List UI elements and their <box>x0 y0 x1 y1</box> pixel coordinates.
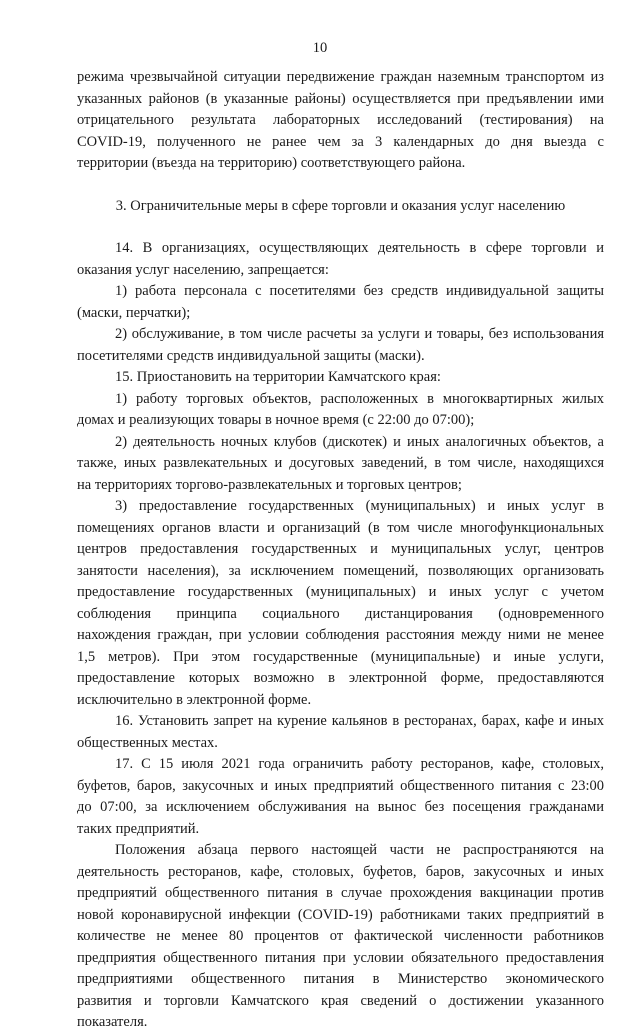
paragraph-line: 2) обслуживание, в том числе расчеты за услуги и товары, без использования <box>115 326 604 342</box>
paragraph-line: указанных районов (в указанные районы) осуществляется при предъявлении ими <box>77 90 604 107</box>
page-number: 10 <box>312 40 328 56</box>
paragraph-line: посетителями средств индивидуальной защиты (маски). <box>77 347 425 364</box>
paragraph-line: развития и торговли Камчатского края сведений о достижении указанного <box>77 992 604 1009</box>
section-body <box>77 238 604 1034</box>
paragraph-line: 1) работу торговых объектов, расположенных в многоквартирных жилых <box>115 390 604 407</box>
paragraph-line: оказания услуг населению, запрещается: <box>77 261 329 278</box>
paragraph-line: предоставление государственных (муниципальных) и иных услуг с учетом <box>77 584 604 600</box>
paragraph-line: соблюдения принципа социального дистанцирования (одновременного <box>77 605 604 622</box>
paragraph-line: (маски, перчатки); <box>77 304 191 321</box>
paragraph-line: 3) предоставление государственных (муниципальных) и иных услуг в <box>115 498 604 514</box>
paragraph <box>77 711 604 754</box>
paragraph-line: режима чрезвычайной ситуации передвижение граждан наземным транспортом из <box>77 69 604 85</box>
paragraph-line: 14. В организациях, осуществляющих деятельность в сфере торговли и <box>115 240 604 256</box>
paragraph-line: также, иных развлекательных и досуговых заведений, в том числе, находящихся <box>77 455 604 471</box>
paragraph-line: предприятий общественного питания в случае прохождения вакцинации против <box>77 885 604 901</box>
paragraph-line: центров предоставления государственных и муниципальных услуг, центров <box>77 541 604 557</box>
paragraph <box>77 432 604 497</box>
paragraph-line: 1,5 метров). При этом государственные (муниципальные) и иные услуги, <box>77 648 604 665</box>
paragraph <box>77 389 604 432</box>
paragraph-line: COVID-19, полученного не ранее чем за 3 календарных до дня выезда с <box>77 133 604 150</box>
paragraph-line: показателя. <box>77 1014 148 1030</box>
paragraph-line: новой коронавирусной инфекции (COVID-19) работниками таких предприятий в <box>77 906 604 923</box>
paragraph-line: предприятиями общественного питания в Министерство экономического <box>77 971 604 987</box>
paragraph-line: деятельность ресторанов, кафе, столовых, буфетов, баров, закусочных и иных <box>77 863 604 880</box>
paragraph-line: нахождения граждан, при условии соблюдения расстояния между ними не менее <box>77 627 604 643</box>
paragraph-line: домах и реализующих товары в ночное время (с 22:00 до 07:00); <box>77 412 475 428</box>
paragraph-line: исключительно в электронной форме. <box>77 691 312 708</box>
paragraph-line: 1) работа персонала с посетителями без средств индивидуальной защиты <box>115 283 604 299</box>
paragraph-line: предоставление которых возможно в электронной форме, предоставляются <box>77 670 604 686</box>
document-body <box>77 67 604 1034</box>
paragraph-line: 2) деятельность ночных клубов (дискотек) и иных аналогичных объектов, а <box>115 433 604 450</box>
paragraph <box>77 367 604 389</box>
paragraph-line: отрицательного результата лабораторных исследований (тестирования) на <box>77 112 604 128</box>
paragraph <box>77 324 604 367</box>
paragraph <box>77 281 604 324</box>
paragraph-line: количестве не менее 80 процентов от фактической численности работников <box>77 928 604 944</box>
section-heading: 3. Ограничительные меры в сфере торговли и оказания услуг населению <box>115 197 566 214</box>
intro-section <box>77 67 604 175</box>
paragraph-line: 17. С 15 июля 2021 года ограничить работу ресторанов, кафе, столовых, <box>115 756 604 772</box>
paragraph-line: Положения абзаца первого настоящей части не распространяются на <box>115 842 604 858</box>
paragraph-line: территории (въезда на территорию) соответствующего района. <box>77 155 466 171</box>
paragraph-line: общественных местах. <box>77 734 218 751</box>
paragraph <box>77 496 604 711</box>
paragraph <box>77 840 604 1034</box>
paragraph-line: предприятия общественного питания при условии обязательного предоставления <box>77 949 604 966</box>
paragraph-line: таких предприятий. <box>77 820 200 837</box>
paragraph-line: буфетов, баров, закусочных и иных предприятий общественного питания с 23:00 <box>77 777 604 794</box>
paragraph <box>77 238 604 281</box>
paragraph-line: до 07:00, за исключением обслуживания на вынос без посещения гражданами <box>77 799 604 815</box>
paragraph <box>77 754 604 840</box>
paragraph-line: 16. Установить запрет на курение кальянов в ресторанах, барах, кафе и иных <box>115 713 604 729</box>
paragraph-line: 15. Приостановить на территории Камчатского края: <box>115 369 441 385</box>
paragraph <box>77 67 604 175</box>
paragraph-line: помещениях органов власти и организаций (в том числе многофункциональных <box>77 519 604 536</box>
paragraph-line: занятости населения), за исключением помещений, позволяющих организовать <box>77 562 604 579</box>
paragraph-line: на территориях торгово-развлекательных и торговых центров; <box>77 476 462 493</box>
